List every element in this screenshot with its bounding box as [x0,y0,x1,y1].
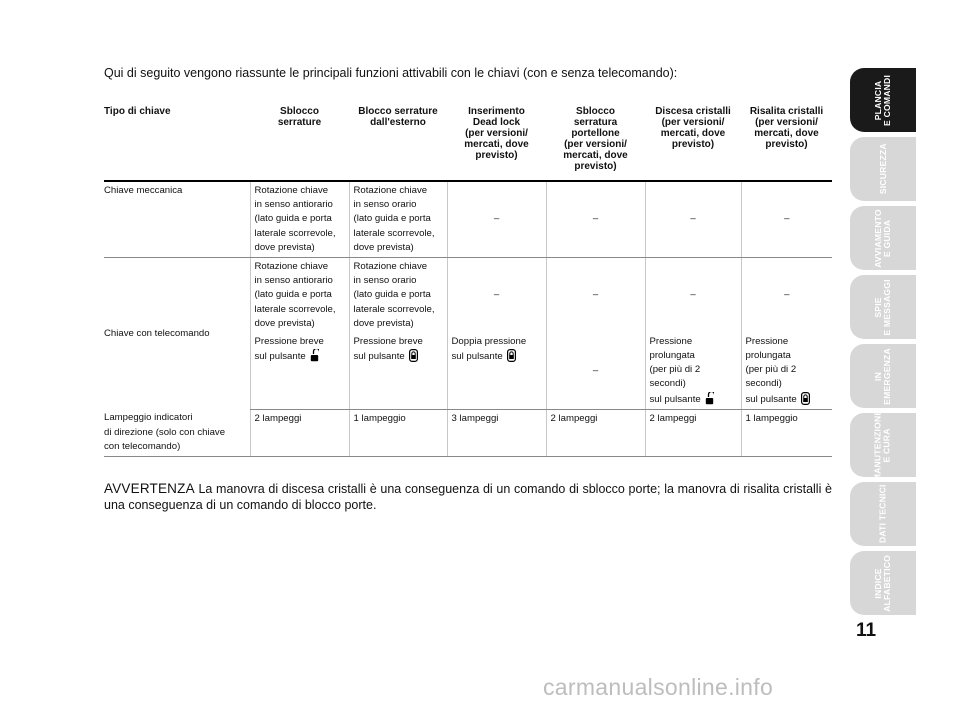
unlock-key-button-icon [705,392,714,405]
intro-text: Qui di seguito vengono riassunte le principali funzioni attivabili con le chiavi (con e senza telecomando): [104,66,678,80]
tab-spie-e-messaggi[interactable]: SPIE E MESSAGGI [850,275,916,339]
header-deadlock: Inserimento Dead lock (per versioni/ mercati, dove previsto) [447,106,546,181]
cell-discesa: – [645,181,741,257]
unlock-key-button-icon [310,349,319,362]
cell-blocco: 1 lampeggio [349,409,447,456]
header-portellone: Sblocco serratura portellone (per versioni/ mercati, dove previsto) [546,106,645,181]
table-row-telecomando-rotazione [104,257,832,332]
table-row-lampeggio [104,409,832,456]
lock-key-button-icon [507,349,516,362]
header-blocco: Blocco serrature dall'esterno [349,106,447,181]
cell-deadlock: – [447,257,546,332]
cell-tipo: Chiave con telecomando [104,327,210,339]
watermark: carmanualsonline.info [543,674,774,700]
cell-risalita: Pressione prolungata (per più di 2 secondi) sul pulsante [741,333,832,409]
cell-discesa: 2 lampeggi [645,409,741,456]
header-sblocco: Sblocco serrature [250,106,349,181]
cell-portellone: – [546,181,645,257]
table-row-meccanica [104,181,832,257]
cell-portellone: – [546,257,645,332]
tab-sicurezza[interactable]: SICUREZZA [850,137,916,201]
tab-in-emergenza[interactable]: IN EMERGENZA [850,344,916,408]
cell-sblocco: 2 lampeggi [250,409,349,456]
lock-key-button-icon [409,349,418,362]
cell-sblocco: Pressione breve sul pulsante [250,333,349,409]
tab-avviamento-e-guida[interactable]: AVVIAMENTO E GUIDA [850,206,916,270]
cell-risalita: 1 lampeggio [741,409,832,456]
cell-discesa: – [645,257,741,332]
cell-risalita: – [741,257,832,332]
cell-portellone: 2 lampeggi [546,409,645,456]
cell-sblocco: Rotazione chiave in senso antiorario (lato guida e porta laterale scorrevole, dove prevista) [250,181,349,257]
header-discesa: Discesa cristalli (per versioni/ mercati, dove previsto) [645,106,741,181]
header-risalita: Risalita cristalli (per versioni/ mercati, dove previsto) [741,106,832,181]
header-row [104,106,832,181]
cell-discesa: Pressione prolungata (per più di 2 secondi) sul pulsante [645,333,741,409]
tab-dati-tecnici[interactable]: DATI TECNICI [850,482,916,546]
warning-label: AVVERTENZA [104,481,195,496]
cell-tipo: Lampeggio indicatori di direzione (solo con chiave con telecomando) [104,409,250,456]
page-number: 11 [856,620,877,641]
lock-key-button-icon [801,392,810,405]
cell-blocco: Rotazione chiave in senso orario (lato guida e porta laterale scorrevole, dove prevista) [349,181,447,257]
key-functions-table [104,106,832,457]
cell-blocco: Pressione breve sul pulsante [349,333,447,409]
cell-risalita: – [741,181,832,257]
tab-plancia-e-comandi[interactable]: PLANCIA E COMANDI [850,68,916,132]
cell-portellone: – [546,333,645,409]
header-tipo: Tipo di chiave [104,106,250,181]
cell-deadlock: – [447,181,546,257]
cell-blocco: Rotazione chiave in senso orario (lato guida e porta laterale scorrevole, dove prevista) [349,257,447,332]
tab-indice-alfabetico[interactable]: INDICE ALFABETICO [850,551,916,615]
tab-manutenzione-e-cura[interactable]: MANUTENZIONE E CURA [850,413,916,477]
cell-sblocco: Rotazione chiave in senso antiorario (lato guida e porta laterale scorrevole, dove prevista) [250,257,349,332]
warning-note [104,481,832,514]
warning-text: La manovra di discesa cristalli è una conseguenza di un comando di sblocco porte; la manovra di risalita cristalli è una conseguenza di un comando di blocco porte. [104,482,832,512]
cell-tipo: Chiave meccanica [104,181,250,257]
cell-deadlock: 3 lampeggi [447,409,546,456]
cell-deadlock: Doppia pressione sul pulsante [447,333,546,409]
